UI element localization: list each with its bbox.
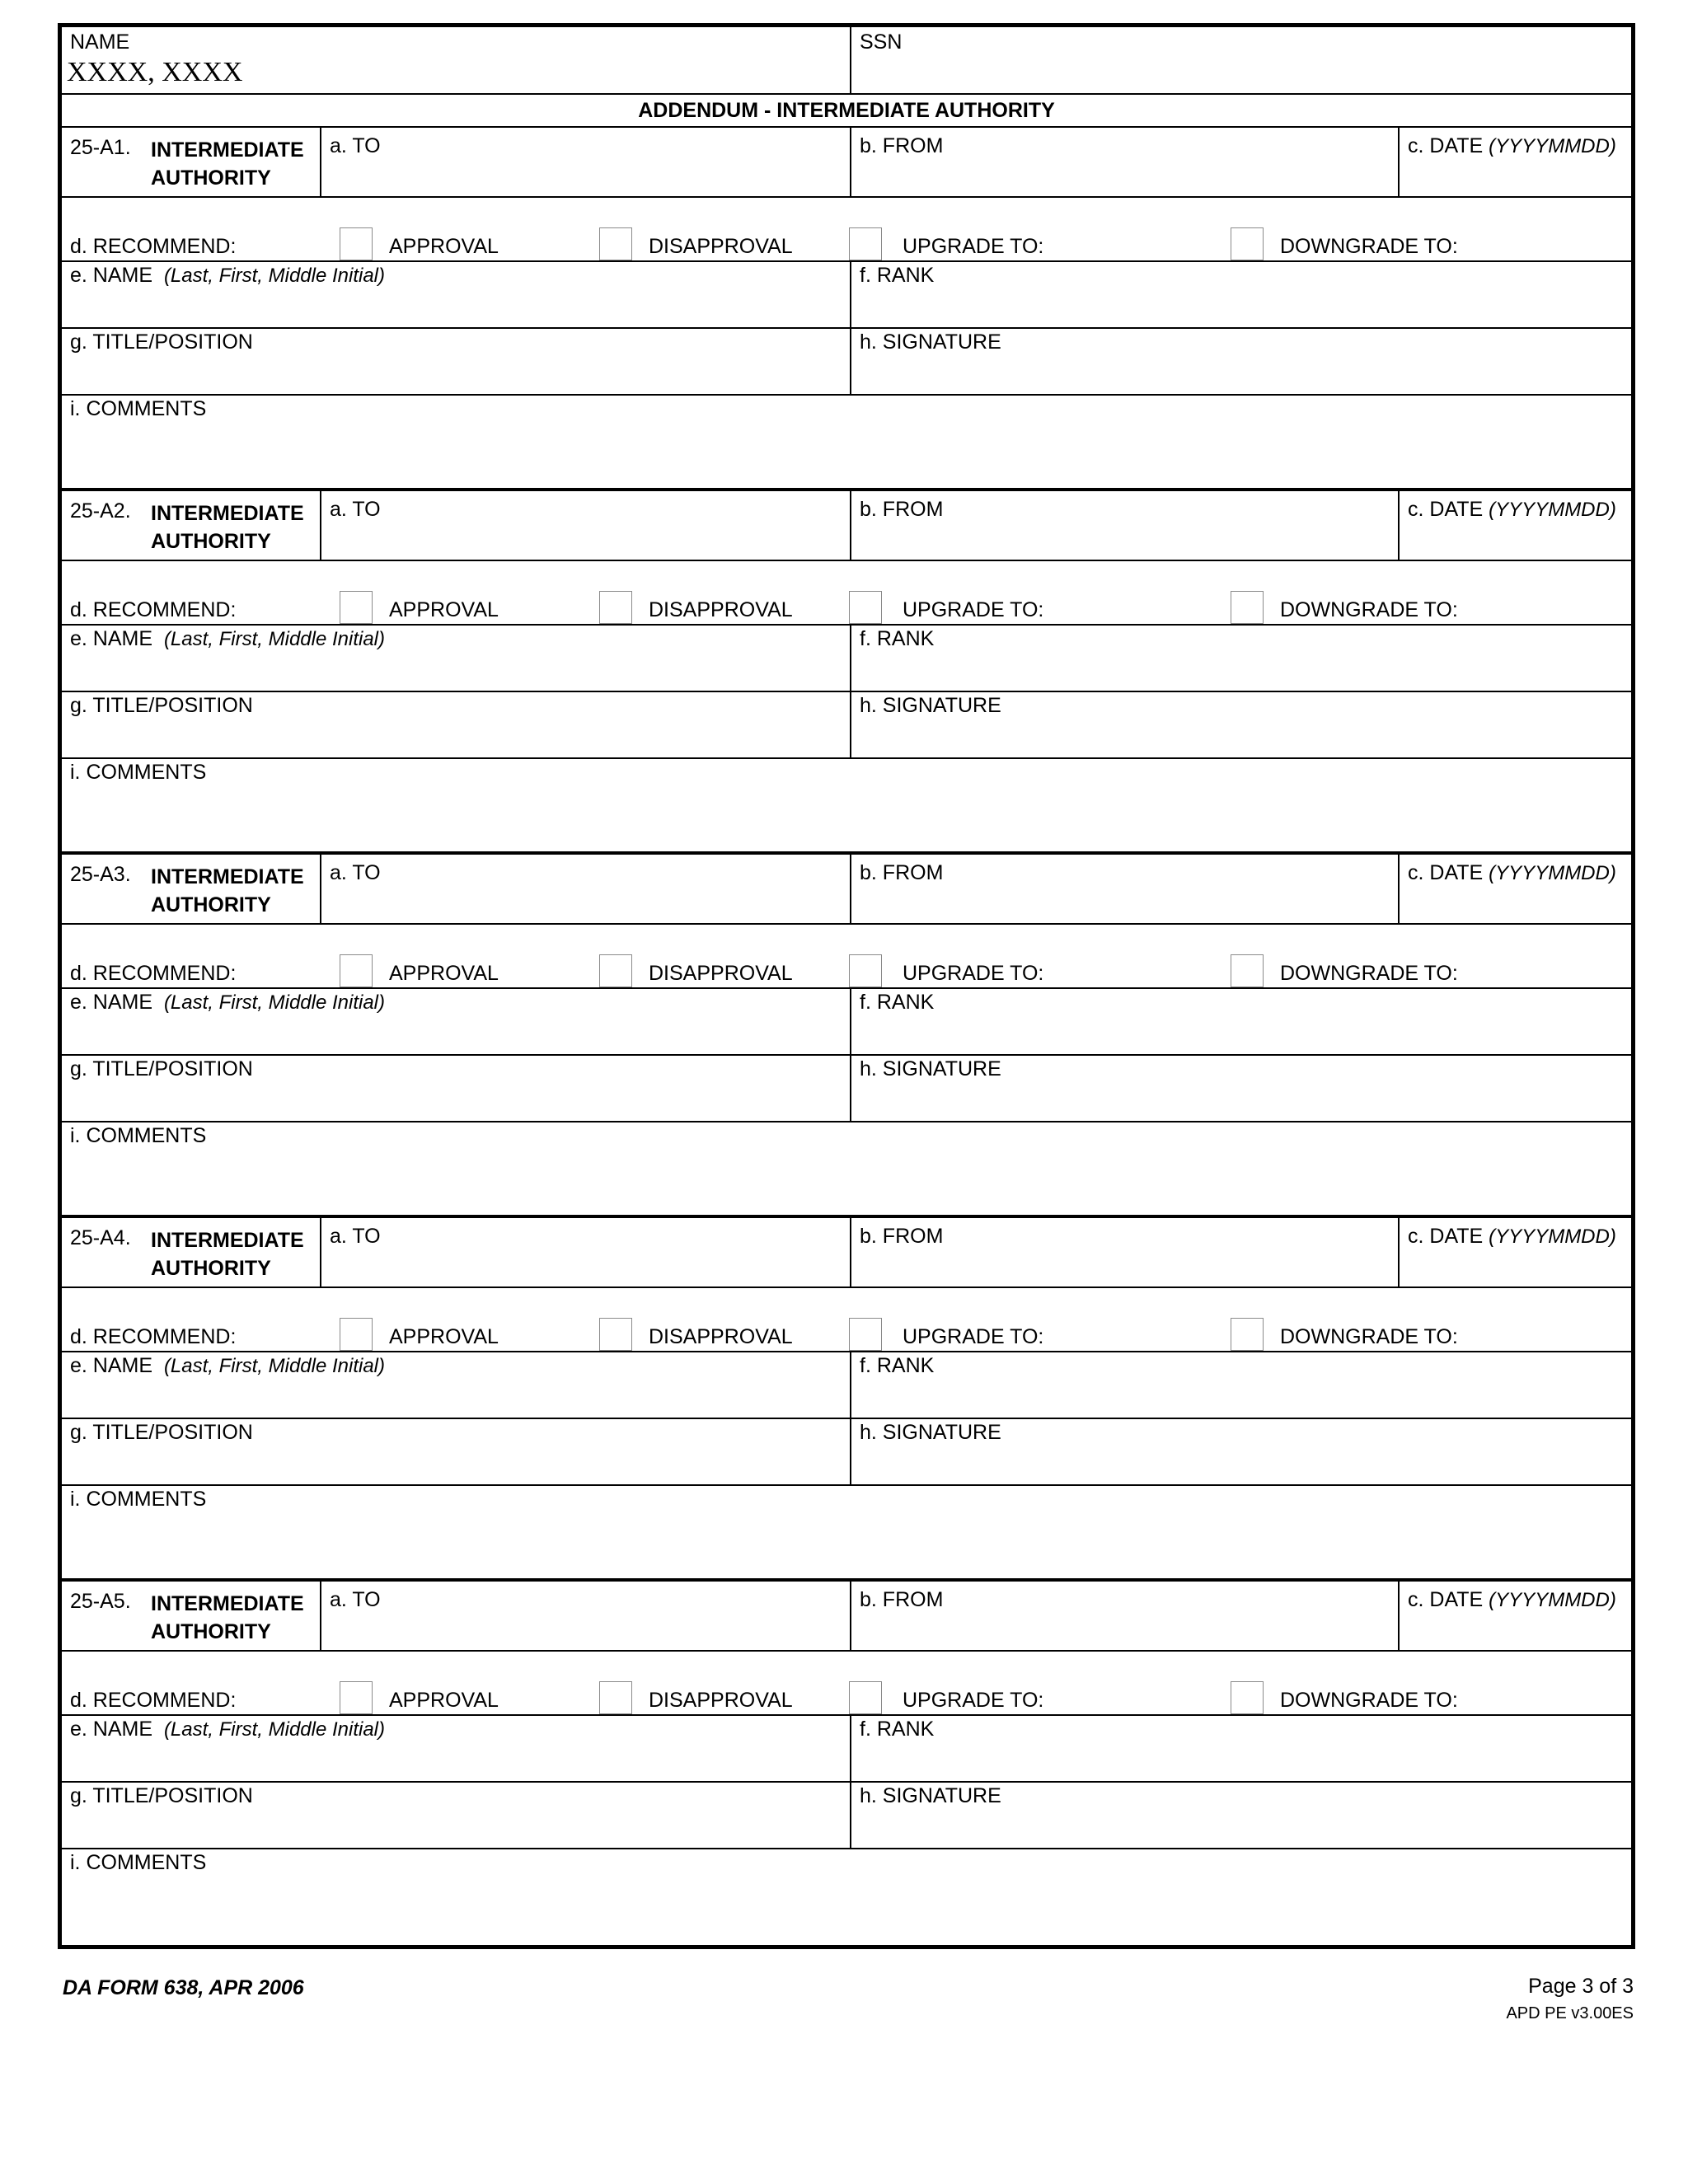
signature-field[interactable]: [850, 1783, 1631, 1848]
comments-field[interactable]: [62, 396, 1631, 491]
downgrade-label: DOWNGRADE TO:: [1280, 962, 1458, 985]
date-label-text: c. DATE: [1408, 861, 1484, 884]
comments-label: i. COMMENTS: [70, 1851, 207, 1874]
date-field[interactable]: [1398, 491, 1631, 560]
section-row-recommend: [62, 198, 1631, 262]
recommender-name-field[interactable]: [62, 626, 850, 691]
upgrade-label: UPGRADE TO:: [903, 1325, 1044, 1348]
approval-label: APPROVAL: [389, 1325, 499, 1348]
section-title-line1: INTERMEDIATE: [151, 1229, 304, 1252]
downgrade-checkbox[interactable]: [1231, 1681, 1264, 1714]
intermediate-authority-section: [62, 128, 1631, 491]
to-field[interactable]: [320, 491, 850, 560]
to-label: a. TO: [330, 134, 381, 157]
section-title-line1: INTERMEDIATE: [151, 1592, 304, 1615]
section-title-line2: AUTHORITY: [151, 893, 271, 916]
date-field[interactable]: [1398, 128, 1631, 196]
name-field[interactable]: [62, 27, 850, 93]
to-label: a. TO: [330, 861, 381, 884]
signature-field[interactable]: [850, 1056, 1631, 1121]
signature-label: h. SIGNATURE: [860, 1421, 1001, 1444]
disapproval-label: DISAPPROVAL: [649, 235, 793, 258]
upgrade-checkbox[interactable]: [849, 591, 882, 624]
da-form-638-addendum: [58, 23, 1635, 1949]
from-field[interactable]: [850, 855, 1398, 923]
section-number: 25-A4.: [70, 1226, 131, 1249]
recommend-label: d. RECOMMEND:: [70, 962, 237, 985]
section-row-name: [62, 1716, 1631, 1783]
recommender-name-label: [70, 627, 385, 651]
recommender-name-label: [70, 1718, 385, 1741]
rank-label: f. RANK: [860, 264, 935, 287]
section-row-recommend: [62, 1652, 1631, 1716]
recommend-label: d. RECOMMEND:: [70, 235, 237, 258]
date-label-text: c. DATE: [1408, 134, 1484, 157]
approval-label: APPROVAL: [389, 235, 499, 258]
disapproval-label: DISAPPROVAL: [649, 962, 793, 985]
comments-label: i. COMMENTS: [70, 1124, 207, 1147]
section-heading: [62, 1218, 320, 1286]
date-label-text: c. DATE: [1408, 1225, 1484, 1248]
from-label: b. FROM: [860, 498, 944, 521]
name-format-hint: (Last, First, Middle Initial): [163, 628, 386, 650]
date-label: [1408, 134, 1616, 158]
section-row-title: [62, 329, 1631, 396]
approval-checkbox[interactable]: [340, 954, 373, 987]
sections-container: [62, 128, 1631, 1945]
approval-checkbox[interactable]: [340, 591, 373, 624]
section-row-routing: [62, 855, 1631, 925]
section-title: [151, 136, 304, 192]
section-title-line2: AUTHORITY: [151, 1620, 271, 1643]
page-number: Page 3 of 3: [1528, 1975, 1634, 1998]
title-position-field[interactable]: [62, 1419, 850, 1484]
approval-checkbox[interactable]: [340, 1318, 373, 1351]
section-heading: [62, 491, 320, 560]
section-heading: [62, 855, 320, 923]
name-label: NAME: [70, 30, 130, 54]
section-title: [151, 1226, 304, 1282]
addendum-title-text: ADDENDUM - INTERMEDIATE AUTHORITY: [638, 99, 1055, 122]
rank-label: f. RANK: [860, 1718, 935, 1741]
disapproval-label: DISAPPROVAL: [649, 1325, 793, 1348]
comments-label: i. COMMENTS: [70, 1488, 207, 1511]
section-row-title: [62, 1419, 1631, 1486]
recommender-name-label: [70, 1354, 385, 1378]
downgrade-label: DOWNGRADE TO:: [1280, 1689, 1458, 1712]
section-title-line1: INTERMEDIATE: [151, 502, 304, 525]
approval-checkbox[interactable]: [340, 1681, 373, 1714]
section-row-title: [62, 692, 1631, 759]
comments-label: i. COMMENTS: [70, 397, 207, 420]
disapproval-checkbox[interactable]: [599, 954, 632, 987]
downgrade-checkbox[interactable]: [1231, 954, 1264, 987]
upgrade-label: UPGRADE TO:: [903, 235, 1044, 258]
to-field[interactable]: [320, 1218, 850, 1286]
rank-field[interactable]: [850, 626, 1631, 691]
downgrade-label: DOWNGRADE TO:: [1280, 235, 1458, 258]
disapproval-label: DISAPPROVAL: [649, 598, 793, 621]
signature-label: h. SIGNATURE: [860, 1784, 1001, 1807]
upgrade-checkbox[interactable]: [849, 1318, 882, 1351]
signature-field[interactable]: [850, 329, 1631, 394]
section-title-line1: INTERMEDIATE: [151, 138, 304, 162]
title-position-field[interactable]: [62, 1783, 850, 1848]
downgrade-checkbox[interactable]: [1231, 227, 1264, 260]
signature-label: h. SIGNATURE: [860, 330, 1001, 354]
date-label: [1408, 861, 1616, 885]
from-field[interactable]: [850, 1218, 1398, 1286]
section-heading: [62, 1582, 320, 1650]
section-row-name: [62, 989, 1631, 1056]
section-number: 25-A3.: [70, 863, 131, 886]
section-title-line2: AUTHORITY: [151, 166, 271, 190]
name-label-text: e. NAME: [70, 1718, 153, 1741]
downgrade-label: DOWNGRADE TO:: [1280, 598, 1458, 621]
to-label: a. TO: [330, 498, 381, 521]
rank-field[interactable]: [850, 1352, 1631, 1418]
date-format-hint: (YYYYMMDD): [1489, 499, 1616, 521]
form-id: DA FORM 638, APR 2006: [63, 1976, 304, 1999]
recommend-label: d. RECOMMEND:: [70, 1689, 237, 1712]
title-position-label: g. TITLE/POSITION: [70, 330, 253, 354]
name-label-text: e. NAME: [70, 991, 153, 1014]
name-format-hint: (Last, First, Middle Initial): [163, 1355, 386, 1377]
section-number: 25-A5.: [70, 1590, 131, 1613]
addendum-title: [62, 95, 1631, 128]
name-label-text: e. NAME: [70, 1354, 153, 1377]
disapproval-checkbox[interactable]: [599, 591, 632, 624]
intermediate-authority-section: [62, 855, 1631, 1218]
downgrade-checkbox[interactable]: [1231, 591, 1264, 624]
section-title-line2: AUTHORITY: [151, 530, 271, 553]
from-label: b. FROM: [860, 134, 944, 157]
recommender-name-field[interactable]: [62, 1716, 850, 1781]
section-title: [151, 499, 304, 555]
to-label: a. TO: [330, 1225, 381, 1248]
disapproval-checkbox[interactable]: [599, 1681, 632, 1714]
rank-label: f. RANK: [860, 991, 935, 1014]
upgrade-label: UPGRADE TO:: [903, 598, 1044, 621]
section-title: [151, 863, 304, 919]
recommend-label: d. RECOMMEND:: [70, 1325, 237, 1348]
date-format-hint: (YYYYMMDD): [1489, 1589, 1616, 1611]
approval-label: APPROVAL: [389, 598, 499, 621]
section-heading: [62, 128, 320, 196]
from-label: b. FROM: [860, 1225, 944, 1248]
section-row-name: [62, 1352, 1631, 1419]
to-field[interactable]: [320, 128, 850, 196]
comments-field[interactable]: [62, 1122, 1631, 1218]
title-position-field[interactable]: [62, 329, 850, 394]
recommender-name-label: [70, 991, 385, 1015]
date-format-hint: (YYYYMMDD): [1489, 862, 1616, 884]
intermediate-authority-section: [62, 1218, 1631, 1582]
date-label: [1408, 1588, 1616, 1612]
name-format-hint: (Last, First, Middle Initial): [163, 265, 386, 287]
upgrade-checkbox[interactable]: [849, 1681, 882, 1714]
to-label: a. TO: [330, 1588, 381, 1611]
from-label: b. FROM: [860, 861, 944, 884]
ssn-field[interactable]: [850, 27, 1631, 93]
name-format-hint: (Last, First, Middle Initial): [163, 1718, 386, 1741]
form-version: APD PE v3.00ES: [1506, 2004, 1634, 2022]
comments-field[interactable]: [62, 759, 1631, 855]
date-label: [1408, 498, 1616, 522]
ssn-label: SSN: [860, 30, 903, 54]
section-title: [151, 1590, 304, 1646]
recommender-name-label: [70, 264, 385, 288]
section-number: 25-A1.: [70, 136, 131, 159]
recommender-name-field[interactable]: [62, 262, 850, 327]
disapproval-checkbox[interactable]: [599, 1318, 632, 1351]
section-row-title: [62, 1783, 1631, 1849]
to-field[interactable]: [320, 855, 850, 923]
approval-label: APPROVAL: [389, 962, 499, 985]
downgrade-label: DOWNGRADE TO:: [1280, 1325, 1458, 1348]
date-format-hint: (YYYYMMDD): [1489, 1226, 1616, 1248]
signature-label: h. SIGNATURE: [860, 694, 1001, 717]
disapproval-label: DISAPPROVAL: [649, 1689, 793, 1712]
section-row-routing: [62, 491, 1631, 561]
section-row-recommend: [62, 561, 1631, 626]
upgrade-checkbox[interactable]: [849, 227, 882, 260]
upgrade-checkbox[interactable]: [849, 954, 882, 987]
upgrade-label: UPGRADE TO:: [903, 962, 1044, 985]
to-field[interactable]: [320, 1582, 850, 1650]
signature-field[interactable]: [850, 1419, 1631, 1484]
from-field[interactable]: [850, 128, 1398, 196]
section-row-routing: [62, 1218, 1631, 1288]
signature-field[interactable]: [850, 692, 1631, 757]
name-label-text: e. NAME: [70, 627, 153, 650]
header-row: [62, 27, 1631, 95]
date-field[interactable]: [1398, 1582, 1631, 1650]
date-label: [1408, 1225, 1616, 1249]
section-row-routing: [62, 128, 1631, 198]
name-format-hint: (Last, First, Middle Initial): [163, 991, 386, 1014]
signature-label: h. SIGNATURE: [860, 1057, 1001, 1080]
title-position-label: g. TITLE/POSITION: [70, 1057, 253, 1080]
section-row-name: [62, 262, 1631, 329]
title-position-field[interactable]: [62, 692, 850, 757]
name-label-text: e. NAME: [70, 264, 153, 287]
recommender-name-field[interactable]: [62, 1352, 850, 1418]
recommend-label: d. RECOMMEND:: [70, 598, 237, 621]
rank-field[interactable]: [850, 1716, 1631, 1781]
rank-field[interactable]: [850, 262, 1631, 327]
intermediate-authority-section: [62, 1582, 1631, 1945]
section-title-line1: INTERMEDIATE: [151, 865, 304, 888]
approval-checkbox[interactable]: [340, 227, 373, 260]
from-label: b. FROM: [860, 1588, 944, 1611]
date-field[interactable]: [1398, 1218, 1631, 1286]
from-field[interactable]: [850, 1582, 1398, 1650]
section-row-name: [62, 626, 1631, 692]
downgrade-checkbox[interactable]: [1231, 1318, 1264, 1351]
section-row-recommend: [62, 1288, 1631, 1352]
section-row-title: [62, 1056, 1631, 1122]
section-row-routing: [62, 1582, 1631, 1652]
section-number: 25-A2.: [70, 499, 131, 523]
date-format-hint: (YYYYMMDD): [1489, 135, 1616, 157]
rank-label: f. RANK: [860, 1354, 935, 1377]
rank-label: f. RANK: [860, 627, 935, 650]
date-field[interactable]: [1398, 855, 1631, 923]
section-row-recommend: [62, 925, 1631, 989]
title-position-field[interactable]: [62, 1056, 850, 1121]
approval-label: APPROVAL: [389, 1689, 499, 1712]
intermediate-authority-section: [62, 491, 1631, 855]
recommender-name-field[interactable]: [62, 989, 850, 1054]
date-label-text: c. DATE: [1408, 498, 1484, 521]
date-label-text: c. DATE: [1408, 1588, 1484, 1611]
title-position-label: g. TITLE/POSITION: [70, 1421, 253, 1444]
rank-field[interactable]: [850, 989, 1631, 1054]
upgrade-label: UPGRADE TO:: [903, 1689, 1044, 1712]
title-position-label: g. TITLE/POSITION: [70, 1784, 253, 1807]
name-value: XXXX, XXXX: [67, 57, 243, 87]
comments-field[interactable]: [62, 1849, 1631, 1945]
section-title-line2: AUTHORITY: [151, 1257, 271, 1280]
comments-label: i. COMMENTS: [70, 761, 207, 784]
title-position-label: g. TITLE/POSITION: [70, 694, 253, 717]
from-field[interactable]: [850, 491, 1398, 560]
disapproval-checkbox[interactable]: [599, 227, 632, 260]
comments-field[interactable]: [62, 1486, 1631, 1582]
